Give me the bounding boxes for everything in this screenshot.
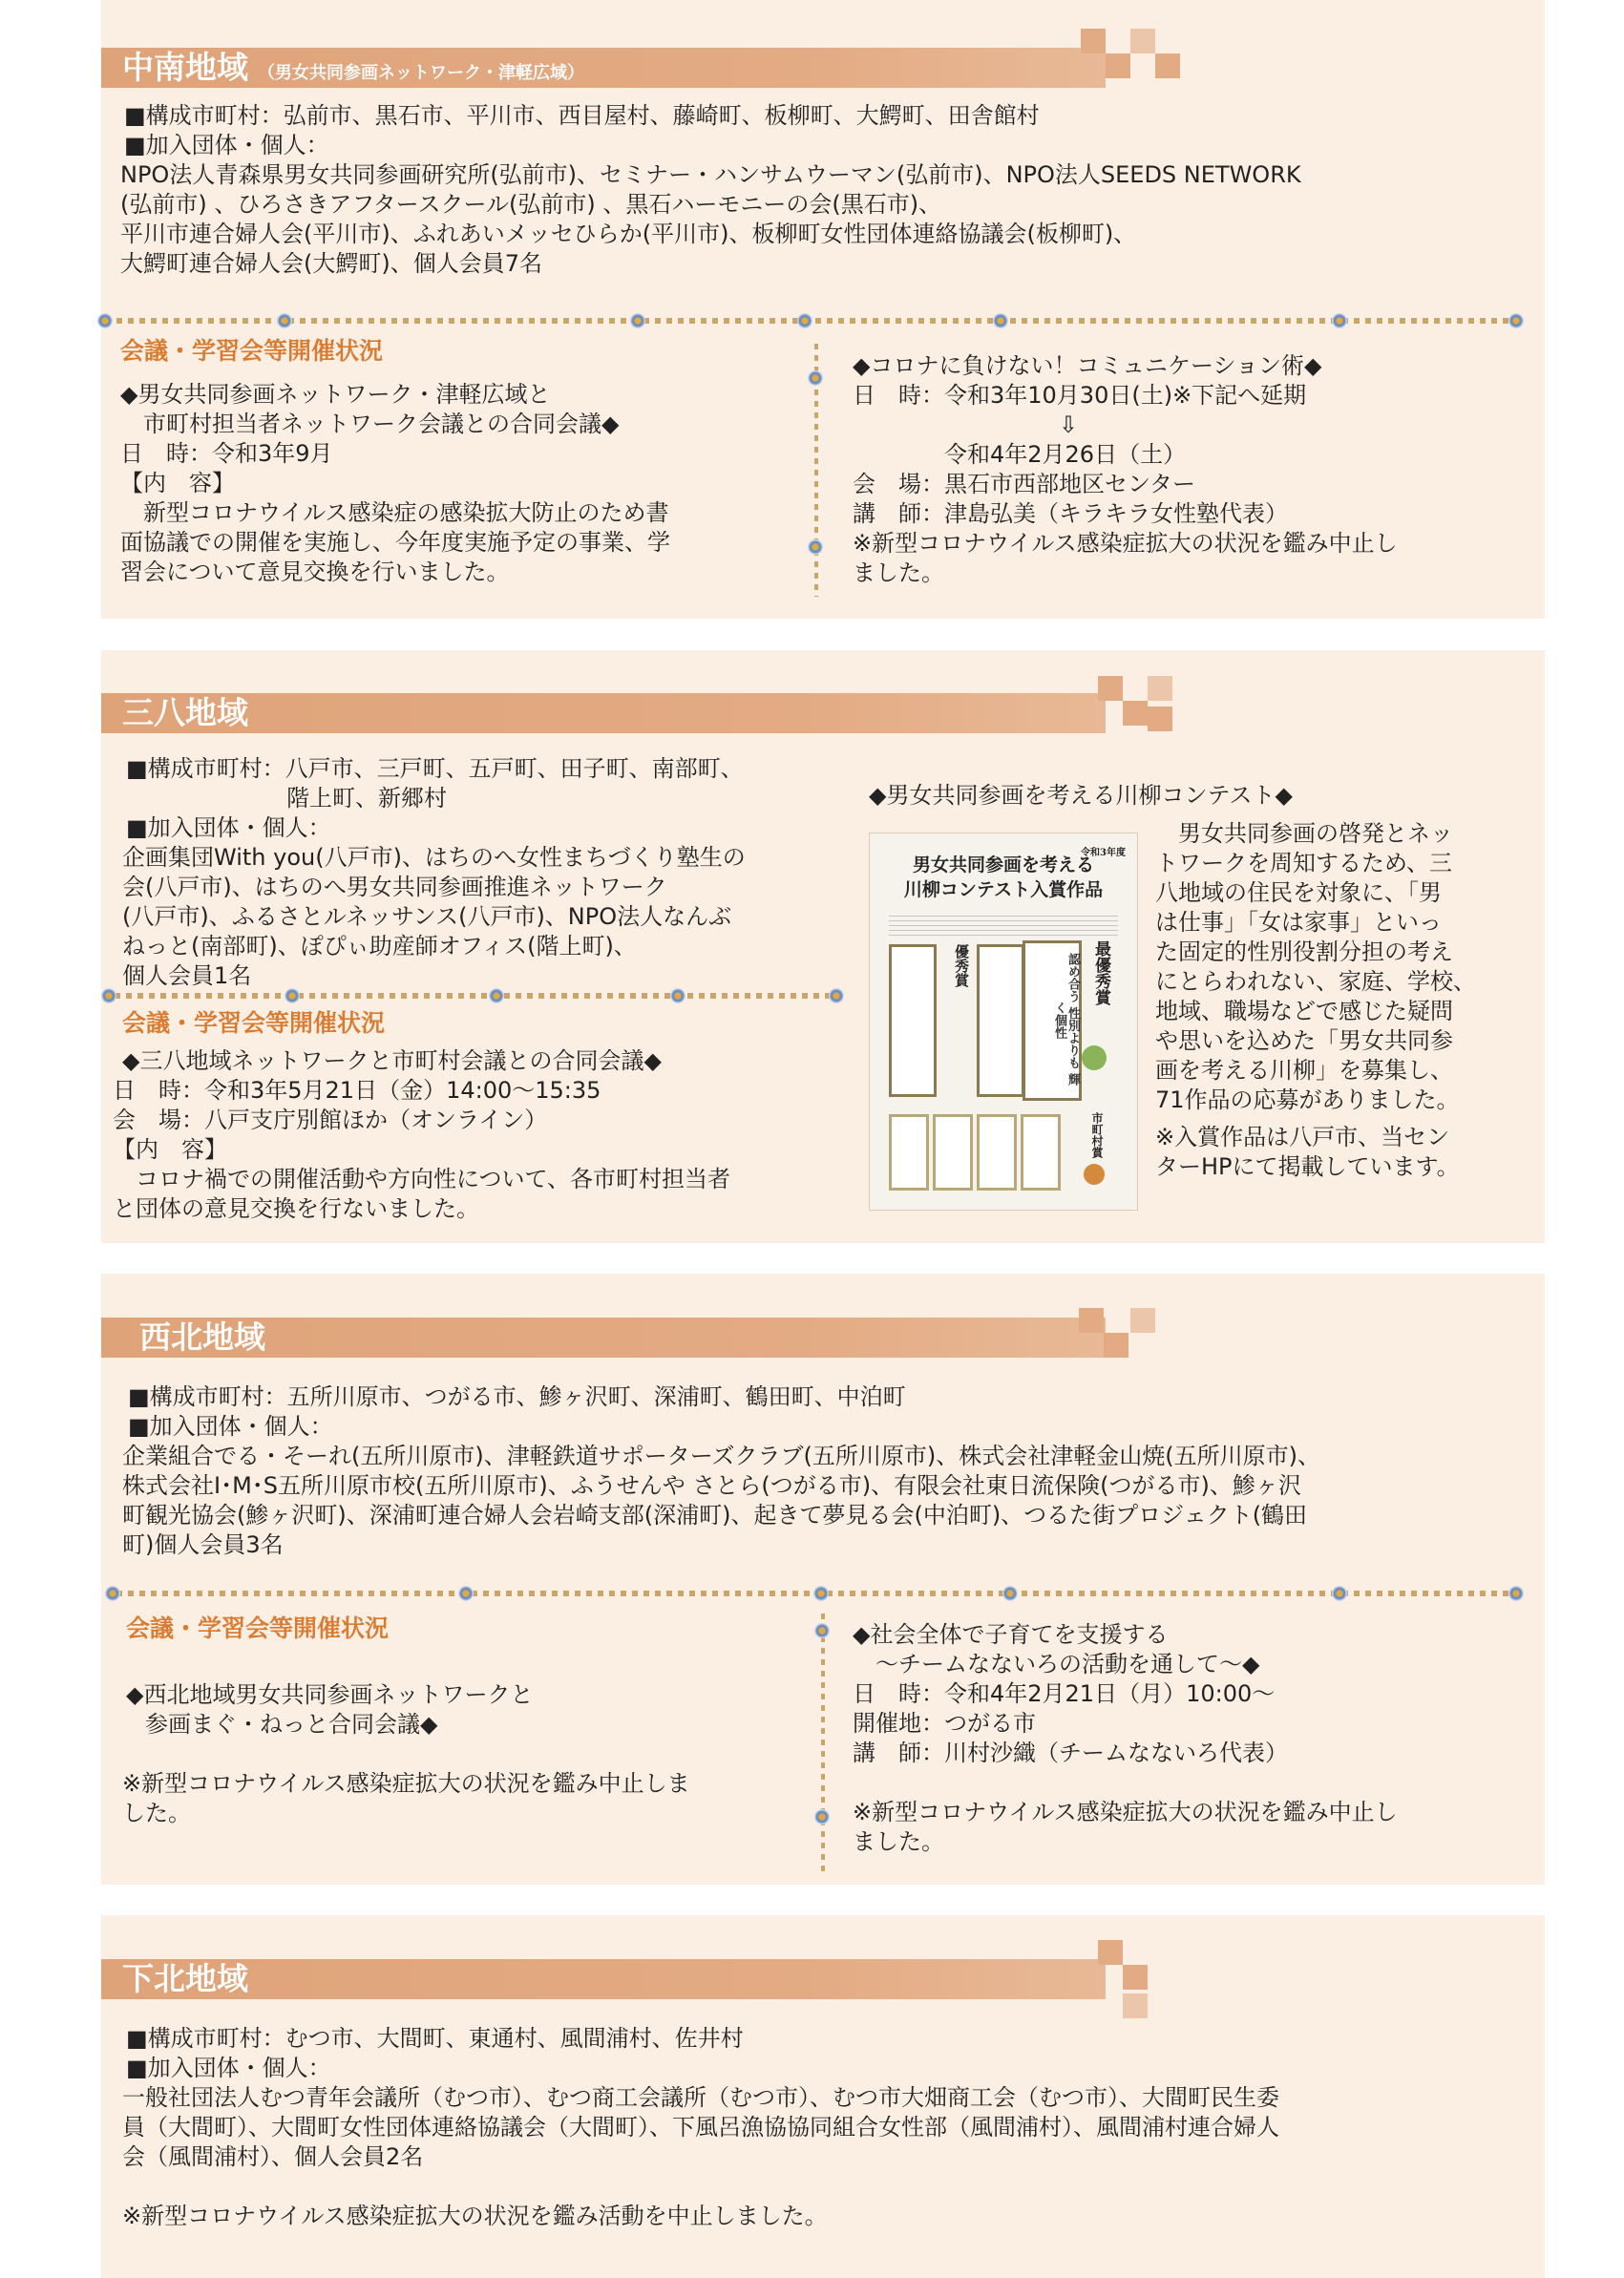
header-deco-square [1123, 701, 1148, 726]
meeting-line: ◆社会全体で子育てを支援する [853, 1621, 1169, 1648]
meeting-line: 【内 容】 [120, 470, 235, 496]
contest-line: 男女共同参画の啓発とネッ [1155, 820, 1453, 847]
member-line: 大鰐町連合婦人会(大鰐町)、個人会員7名 [120, 250, 542, 277]
member-line: ■構成市町村：むつ市、大間町、東通村、風間浦村、佐井村 [126, 2025, 744, 2052]
flower-ornament [993, 313, 1008, 328]
member-line: 員（大間町）、大間町女性団体連絡協議会（大間町）、下風呂漁協協同組合女性部（風間浦村）、風間浦村連合婦人 [122, 2114, 1279, 2141]
shimokita-title: 下北地域 [122, 1960, 248, 1997]
poster-scroll [933, 1114, 973, 1191]
vine-divider [105, 1591, 1518, 1596]
contest-line: 地域、職場などで感じた疑問 [1155, 998, 1453, 1024]
poster-title-line: 男女共同参画を考える [912, 854, 1094, 875]
member-line: NPO法人青森県男女共同参画研究所(弘前市)、セミナー・ハンサムウーマン(弘前市)、NPO法人SEEDS NETWORK [120, 161, 1301, 188]
poster-scroll [977, 1114, 1017, 1191]
contest-line: にとらわれない、家庭、学校、 [1155, 968, 1476, 995]
sanpachi-meeting-left [113, 1046, 730, 1224]
sanpachi-header [101, 693, 1106, 733]
meeting-line: ※新型コロナウイルス感染症拡大の状況を鑑み中止し [853, 1799, 1398, 1825]
flower-ornament [814, 1623, 830, 1638]
member-line: ■構成市町村：八戸市、三戸町、五戸町、田子町、南部町、 [126, 755, 744, 782]
senryu-contest-text [1155, 819, 1476, 1182]
member-line: 一般社団法人むつ青年会議所（むつ市）、むつ商工会議所（むつ市）、むつ市大畑商工会（むつ市）、大間町民生委 [122, 2084, 1279, 2111]
flower-ornament [97, 313, 113, 328]
poster-scroll-grand [1023, 940, 1082, 1101]
member-line: ■加入団体・個人： [124, 132, 329, 158]
flower-ornament [1002, 1586, 1018, 1601]
chunan-header [101, 48, 1106, 88]
member-line: (弘前市) 、ひろさきアフタースクール(弘前市) 、黒石ハーモニーの会(黒石市)、 [120, 191, 942, 218]
meeting-line: と団体の意見交換を行ないました。 [113, 1195, 479, 1222]
chunan-members [120, 101, 1301, 279]
contest-line: 八地域の住民を対象に、「男 [1155, 879, 1442, 906]
member-line: ねっと(南部町)、ぽぴぃ助産師オフィス(階上町)、 [122, 933, 637, 960]
member-line: 町)個人会員3名 [122, 1531, 284, 1558]
seihoku-meeting-heading: 会議・学習会等開催状況 [126, 1614, 390, 1642]
flower-ornament [285, 988, 300, 1003]
header-deco-square [1081, 29, 1106, 53]
member-line: ■構成市町村：五所川原市、つがる市、鯵ヶ沢町、深浦町、鶴田町、中泊町 [128, 1383, 906, 1410]
seihoku-title: 西北地域 [139, 1318, 265, 1356]
poster-excellent-label: 優秀賞 [953, 944, 970, 987]
member-line: (八戸市)、ふるさとルネッサンス(八戸市)、NPO法人なんぶ [122, 903, 732, 930]
meeting-line: ～チームなないろの活動を通して～◆ [853, 1651, 1260, 1677]
meeting-line: ◆コロナに負けない！コミュニケーション術◆ [853, 352, 1322, 379]
meeting-line: ◆男女共同参画ネットワーク・津軽広域と [120, 381, 551, 408]
flower-ornament [1508, 313, 1524, 328]
poster-scroll [889, 944, 937, 1097]
meeting-line: 日 時：令和3年9月 [120, 440, 333, 467]
member-line: ■加入団体・個人： [126, 2055, 331, 2081]
flower-ornament [105, 1586, 120, 1601]
member-line: 企業組合でる・そーれ(五所川原市)、津軽鉄道サポーターズクラブ(五所川原市)、株式会社津軽金山焼(五所川原市)、 [122, 1443, 1320, 1469]
header-deco-square [1104, 1333, 1128, 1358]
flower-ornament [814, 1809, 830, 1825]
member-line: 会(八戸市)、はちのへ男女共同参画推進ネットワーク [122, 874, 667, 900]
poster-scroll [977, 944, 1024, 1097]
meeting-line: ◆西北地域男女共同参画ネットワークと [126, 1681, 534, 1708]
contest-line: は仕事」「女は家事」といっ [1155, 909, 1442, 936]
meeting-line: ⇩ [853, 411, 1079, 438]
meeting-line: 令和4年2月26日（土） [853, 441, 1187, 468]
seihoku-meeting-right [853, 1620, 1398, 1857]
flower-ornament [1332, 1586, 1347, 1601]
member-line [122, 2172, 1279, 2202]
member-line: ■構成市町村：弘前市、黒石市、平川市、西目屋村、藤崎町、板柳町、大鰐町、田舎館村 [124, 102, 1040, 129]
meeting-line: 会 場：八戸支庁別館ほか（オンライン） [113, 1107, 548, 1133]
meeting-line: 参画まぐ・ねっと合同会議◆ [122, 1711, 438, 1738]
meeting-line: 講 師：川村沙織（チームなないろ代表） [853, 1740, 1288, 1766]
seihoku-meeting-left [122, 1680, 690, 1828]
flower-ornament [797, 313, 812, 328]
meeting-line: 【内 容】 [113, 1136, 227, 1163]
senryu-poster-image [869, 833, 1138, 1211]
chunan-title: 中南地域 [122, 49, 248, 86]
chunan-meeting-heading: 会議・学習会等開催状況 [120, 337, 384, 365]
member-line: ※新型コロナウイルス感染症拡大の状況を鑑み活動を中止しました。 [122, 2203, 828, 2229]
sanpachi-meeting-heading: 会議・学習会等開催状況 [122, 1009, 386, 1037]
poster-scroll [889, 1114, 929, 1191]
meeting-line: ました。 [853, 1828, 944, 1855]
poster-title [889, 848, 1126, 902]
meeting-line: コロナ禍での開催活動や方向性について、各市町村担当者 [113, 1166, 731, 1192]
contest-line: 画を考える川柳」を募集し、 [1155, 1057, 1453, 1084]
member-line: 町観光協会(鯵ヶ沢町)、深浦町連合婦人会岩崎支部(深浦町)、起きて夢見る会(中泊町)、つるた街プロジェクト(鶴田 [122, 1502, 1308, 1529]
poster-year: 令和3年度 [1081, 848, 1126, 858]
meeting-line: 日 時：令和4年2月21日（月）10:00～ [853, 1680, 1276, 1707]
meeting-line: 会 場：黒石市西部地区センター [853, 471, 1196, 497]
vine-divider [103, 993, 838, 999]
meeting-line: した。 [122, 1800, 191, 1826]
header-deco-square [1123, 1993, 1148, 2018]
header-deco-square [1079, 1308, 1104, 1333]
header-deco-square [1130, 29, 1155, 53]
meeting-line: ました。 [853, 559, 944, 586]
member-line: 会（風間浦村）、個人会員2名 [122, 2143, 424, 2170]
header-deco-square [1098, 1940, 1123, 1965]
poster-town-award-label: 市町村賞 [1090, 1112, 1104, 1158]
header-deco-square [1155, 53, 1180, 78]
shimokita-header [101, 1959, 1106, 1999]
meeting-line: 面協議での開催を実施し、今年度実施予定の事業、学 [120, 529, 670, 556]
flower-ornament [829, 988, 844, 1003]
contest-line: た固定的性別役割分担の考え [1155, 939, 1453, 965]
flower-ornament [1332, 313, 1347, 328]
meeting-line [122, 1740, 690, 1769]
flower-ornament [458, 1586, 474, 1601]
flower-ornament [808, 370, 823, 386]
meeting-line: ※新型コロナウイルス感染症拡大の状況を鑑み中止し [853, 530, 1398, 557]
header-deco-square [1130, 1308, 1155, 1333]
header-deco-square [1098, 676, 1123, 701]
meeting-line: ※新型コロナウイルス感染症拡大の状況を鑑み中止しま [122, 1770, 690, 1797]
contest-note-line: ※入賞作品は八戸市、当セン [1155, 1124, 1450, 1150]
shimokita-members [122, 2024, 1279, 2231]
flower-ornament [808, 539, 823, 555]
chunan-subtitle: （男女共同参画ネットワーク・津軽広域） [258, 63, 584, 83]
header-deco-square [1148, 676, 1172, 701]
header-deco-square [1148, 707, 1172, 731]
meeting-line: 講 師：津島弘美（キラキラ女性塾代表） [853, 500, 1288, 527]
poster-title-line: 川柳コンテスト入賞作品 [903, 879, 1104, 900]
meeting-line: 日 時：令和3年10月30日(土)※下記へ延期 [853, 382, 1307, 409]
meeting-line: 習会について意見交換を行いました。 [120, 559, 510, 585]
contest-line: トワークを周知するため、三 [1155, 850, 1453, 876]
meeting-line [853, 1768, 1398, 1798]
member-line: 平川市連合婦人会(平川市)、ふれあいメッセひらか(平川市)、板柳町女性団体連絡協議会(板柳町)、 [120, 221, 1137, 247]
flower-ornament [277, 313, 292, 328]
seihoku-header [101, 1318, 1106, 1358]
member-line: 株式会社I･M･S五所川原市校(五所川原市)、ふうせんや さとら(つがる市)、有限会社東日流保険(つがる市)、鯵ヶ沢 [122, 1472, 1301, 1499]
flower-ornament [630, 313, 645, 328]
poster-scroll [1021, 1114, 1061, 1191]
header-deco-square [1123, 1965, 1148, 1990]
meeting-line: ◆三八地域ネットワークと市町村会議との合同会議◆ [122, 1047, 662, 1074]
member-line: 企画集団With you(八戸市)、はちのへ女性まちづくり塾生の [122, 844, 746, 871]
mascot-image [1082, 1045, 1107, 1070]
poster-grand-prize-label: 最優秀賞 [1091, 940, 1110, 1005]
member-line: 個人会員1名 [122, 962, 252, 989]
meeting-line: 新型コロナウイルス感染症の感染拡大防止のため書 [120, 499, 669, 526]
meeting-line: 開催地：つがる市 [853, 1710, 1036, 1737]
contest-note-line: ターHPにて掲載しています。 [1155, 1153, 1460, 1180]
chunan-meeting-right [853, 351, 1398, 588]
mascot-image [1084, 1164, 1105, 1185]
meeting-line: 市町村担当者ネットワーク会議との合同会議◆ [120, 411, 620, 437]
poster-grand-poem: 認め合う 性別よりも 輝く個性 [1052, 953, 1080, 1086]
member-line: ■加入団体・個人： [128, 1413, 333, 1440]
vine-column-divider [821, 1614, 825, 1871]
chunan-meeting-left [120, 380, 670, 587]
flower-ornament [101, 988, 116, 1003]
member-line: ■加入団体・個人： [126, 814, 331, 841]
flower-ornament [1508, 1586, 1524, 1601]
flower-ornament [489, 988, 504, 1003]
flower-ornament [813, 1586, 829, 1601]
meeting-line: 日 時：令和3年5月21日（金）14:00～15:35 [113, 1077, 601, 1104]
poster-fine-print [889, 916, 1118, 937]
sanpachi-members [122, 754, 746, 991]
contest-line: や思いを込めた「男女共同参 [1155, 1027, 1453, 1054]
senryu-contest-title: ◆男女共同参画を考える川柳コンテスト◆ [869, 782, 1293, 809]
sanpachi-title: 三八地域 [122, 694, 248, 731]
contest-line: 71作品の応募がありました。 [1155, 1086, 1460, 1113]
header-deco-square [1106, 53, 1130, 78]
seihoku-members [122, 1382, 1320, 1560]
member-line: 階上町、新郷村 [126, 785, 447, 812]
flower-ornament [670, 988, 685, 1003]
